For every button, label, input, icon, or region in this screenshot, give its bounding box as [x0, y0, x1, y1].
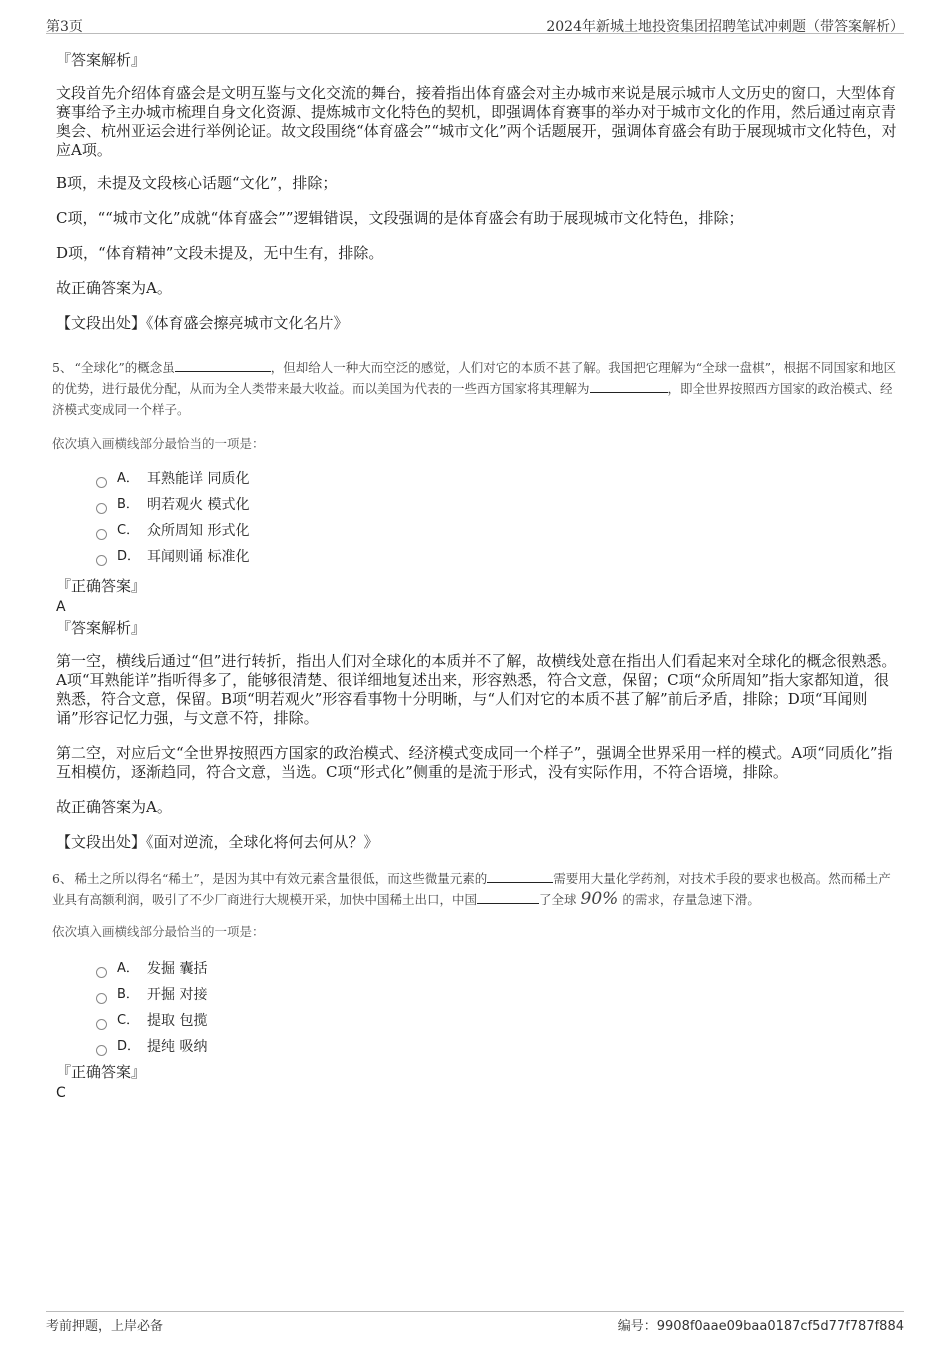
options-list: [96, 956, 898, 1060]
option-c[interactable]: C． 提取 包揽: [96, 1008, 898, 1034]
option-a[interactable]: A． 耳熟能详 同质化: [96, 466, 898, 492]
correct-answer: A: [56, 599, 66, 615]
header-divider: [46, 33, 904, 34]
analysis-paragraph: D项，“体育精神”文段未提及，无中生有，排除。: [56, 244, 384, 262]
footer-slogan: 考前押题，上岸必备: [46, 1319, 164, 1334]
option-d[interactable]: D． 提纯 吸纳: [96, 1034, 898, 1060]
document-id: 编号：9908f0aae09baa0187cf5d77f787f884: [617, 1319, 904, 1334]
percent-value: 90%: [580, 889, 619, 909]
source-citation: 【文段出处】《面对逆流，全球化将何去何从？》: [56, 833, 379, 851]
question-number: 6、: [52, 871, 73, 886]
option-b[interactable]: B． 开掘 对接: [96, 982, 898, 1008]
footer-divider: [46, 1311, 904, 1312]
radio-icon[interactable]: [96, 967, 107, 978]
question-instruction: 依次填入画横线部分最恰当的一项是：: [52, 436, 265, 451]
question-6: [52, 868, 898, 910]
analysis-conclusion: 故正确答案为A。: [56, 798, 172, 816]
question-text: ，但却给人一种大而空泛的感觉，人们对它的本质不甚了解。我国把它理解为“全球一盘棋”，根据不同国家和地区的优势，进行最优分配，从而为全人类带来最大收益。而以美国为代表的一些西方国家将其理解为: [52, 360, 897, 396]
analysis-label: 『答案解析』: [56, 619, 147, 637]
analysis-paragraph: B项，未提及文段核心话题“文化”，排除；: [56, 174, 338, 192]
analysis-paragraph: 第一空，横线后通过“但”进行转折，指出人们对全球化的本质并不了解，故横线处意在指出人们看起来对全球化的概念很熟悉。A项“耳熟能详”指听得多了，能够很清楚、很详细地复述出来，形容熟悉，符合文意，保留；C项“众所周知”指大家都知道，很熟悉，符合文意，保留。B项“明若观火”形容看事物十分明晰，与“人们对它的本质不甚了解”前后矛盾，排除；D项“耳闻则诵”形容记忆力强，与文意不符，排除。: [56, 652, 897, 727]
fill-blank: [175, 359, 271, 372]
question-text: 需要用大量化学药剂，对技术手段的要求也极高。然而稀土产业具有高额利润，吸引了不少厂商进行大规模开采，加快中国稀土出口，中国: [52, 871, 891, 907]
question-number: 5、: [52, 360, 73, 375]
radio-icon[interactable]: [96, 477, 107, 488]
correct-answer: C: [56, 1085, 66, 1101]
question-text: 的需求，存量急速下滑。: [622, 892, 760, 907]
option-a[interactable]: A． 发掘 囊括: [96, 956, 898, 982]
answer-label: 『正确答案』: [56, 1063, 147, 1081]
fill-blank: [477, 891, 539, 904]
option-d[interactable]: D． 耳闻则诵 标准化: [96, 544, 898, 570]
analysis-label: 『答案解析』: [56, 51, 147, 69]
document-title: 2024年新城土地投资集团招聘笔试冲刺题（带答案解析）: [546, 19, 904, 35]
question-5: [52, 357, 898, 420]
analysis-conclusion: 故正确答案为A。: [56, 279, 172, 297]
page-header: [0, 0, 950, 34]
fill-blank: [590, 380, 668, 393]
answer-label: 『正确答案』: [56, 577, 147, 595]
question-text: 了全球: [539, 892, 577, 907]
question-text: “全球化”的概念虽: [74, 360, 175, 375]
radio-icon[interactable]: [96, 993, 107, 1004]
question-instruction: 依次填入画横线部分最恰当的一项是：: [52, 924, 265, 939]
source-citation: 【文段出处】《体育盛会擦亮城市文化名片》: [56, 314, 349, 332]
radio-icon[interactable]: [96, 555, 107, 566]
options-list: [96, 466, 898, 570]
option-b[interactable]: B． 明若观火 模式化: [96, 492, 898, 518]
page-content: [52, 44, 898, 1102]
analysis-paragraph: 文段首先介绍体育盛会是文明互鉴与文化交流的舞台，接着指出体育盛会对主办城市来说是展示城市人文历史的窗口，大型体育赛事给予主办城市梳理自身文化资源、提炼城市文化特色的契机，即强调体育赛事的举办对于城市文化的作用，然后通过南京青奥会、杭州亚运会进行举例论证。故文段围绕“体育盛会”“城市文化”两个话题展开，强调体育盛会有助于展现城市文化特色，对应A项。: [56, 84, 897, 159]
radio-icon[interactable]: [96, 529, 107, 540]
fill-blank: [487, 870, 553, 883]
analysis-paragraph: 第二空，对应后文“全世界按照西方国家的政治模式、经济模式变成同一个样子”，强调全世界采用一样的模式。A项“同质化”指互相模仿，逐渐趋同，符合文意，当选。C项“形式化”侧重的是流于形式，没有实际作用，不符合语境，排除。: [56, 744, 893, 781]
option-c[interactable]: C． 众所周知 形式化: [96, 518, 898, 544]
analysis-paragraph: C项，““城市文化”成就“体育盛会””逻辑错误，文段强调的是体育盛会有助于展现城市文化特色，排除；: [56, 209, 744, 227]
question-text: ，即全世界按照西方国家的政治模式、经济模式变成同一个样子。: [52, 381, 893, 417]
radio-icon[interactable]: [96, 1019, 107, 1030]
question-text: 稀土之所以得名“稀土”，是因为其中有效元素含量很低，而这些微量元素的: [74, 871, 488, 886]
radio-icon[interactable]: [96, 503, 107, 514]
radio-icon[interactable]: [96, 1045, 107, 1056]
page-number: 第3页: [46, 19, 83, 35]
